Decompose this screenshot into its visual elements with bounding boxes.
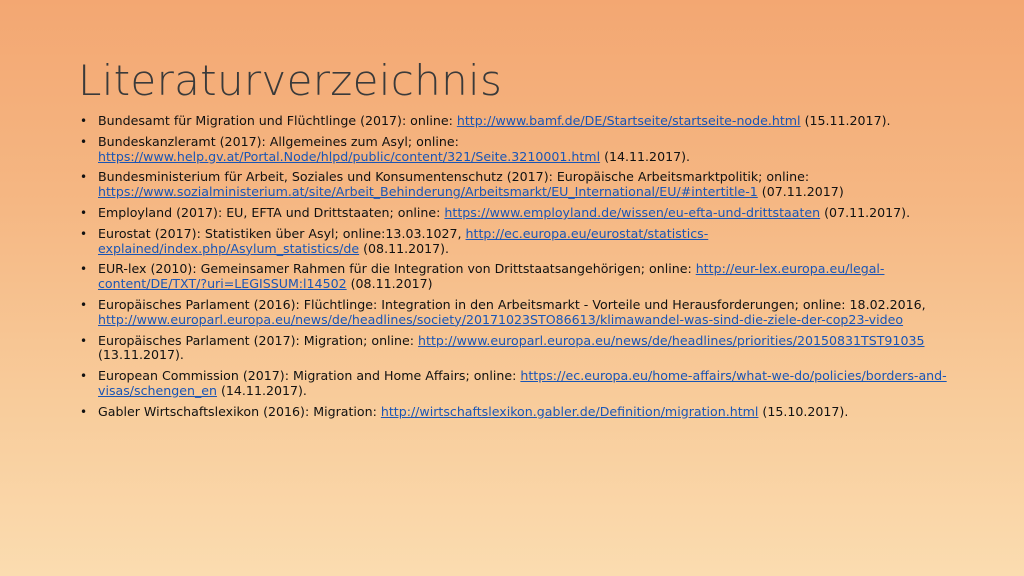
reference-link[interactable]: http://www.bamf.de/DE/Startseite/startseite-node.html <box>456 113 801 128</box>
slide-title: Literaturverzeichnis <box>78 56 503 105</box>
reference-text: Employland (2017): EU, EFTA und Drittstaaten; online: <box>98 204 445 220</box>
reference-text: Europäisches Parlament (2016): Flüchtlinge: Integration in den Arbeitsmarkt - Vorteile und Herausforderungen; online: 18.02.2016, <box>98 296 926 312</box>
bullet-icon: • <box>80 297 88 312</box>
reference-date: (08.11.2017). <box>359 240 450 256</box>
reference-text: EUR-lex (2010): Gemeinsamer Rahmen für die Integration von Drittstaatsangehörigen; online: <box>98 261 696 277</box>
bullet-icon: • <box>80 262 88 277</box>
reference-date: (15.10.2017). <box>758 403 849 419</box>
reference-list <box>78 114 948 426</box>
reference-text: Bundesministerium für Arbeit, Soziales und Konsumentenschutz (2017): Europäische Arbeitsmarktpolitik; online: <box>98 169 810 185</box>
reference-item <box>78 334 948 364</box>
reference-item <box>78 206 948 221</box>
reference-text: Eurostat (2017): Statistiken über Asyl; online:13.03.1027, <box>98 225 466 241</box>
reference-link[interactable]: https://www.sozialministerium.at/site/Arbeit_Behinderung/Arbeitsmarkt/EU_International/EU/#intertitle-1 <box>98 184 758 200</box>
reference-text: European Commission (2017): Migration and Home Affairs; online: <box>98 368 521 384</box>
reference-link[interactable]: http://www.europarl.europa.eu/news/de/headlines/priorities/20150831TST91035 <box>418 332 925 348</box>
reference-text: Gabler Wirtschaftslexikon (2016): Migration: <box>98 403 381 419</box>
reference-item <box>78 369 948 399</box>
reference-text: Europäisches Parlament (2017): Migration; online: <box>98 332 419 348</box>
bullet-icon: • <box>80 404 88 419</box>
reference-date: (13.11.2017). <box>98 347 184 363</box>
reference-item <box>78 227 948 257</box>
reference-item <box>78 114 948 129</box>
reference-text: Bundesamt für Migration und Flüchtlinge (2017): online: <box>98 113 457 128</box>
bullet-icon: • <box>80 134 88 149</box>
reference-text: Bundeskanzleramt (2017): Allgemeines zum Asyl; online: <box>98 133 459 149</box>
reference-link[interactable]: http://www.europarl.europa.eu/news/de/headlines/society/20171023STO86613/klimawandel-was-sind-die-ziele-der-cop23-video <box>98 311 904 327</box>
bullet-icon: • <box>80 333 88 348</box>
reference-item <box>78 298 948 328</box>
reference-date: (14.11.2017). <box>216 382 307 398</box>
reference-item <box>78 170 948 200</box>
reference-item <box>78 405 948 420</box>
reference-date: (07.11.2017) <box>757 184 844 200</box>
reference-date: (07.11.2017). <box>820 204 911 220</box>
reference-link[interactable]: https://www.help.gv.at/Portal.Node/hlpd/public/content/321/Seite.3210001.html <box>98 148 601 164</box>
reference-date: (14.11.2017). <box>600 148 691 164</box>
bullet-icon: • <box>80 226 88 241</box>
reference-date: (15.11.2017). <box>800 113 891 128</box>
reference-link[interactable]: https://www.employland.de/wissen/eu-efta-und-drittstaaten <box>444 204 821 220</box>
bullet-icon: • <box>80 369 88 384</box>
bullet-icon: • <box>80 205 88 220</box>
reference-item <box>78 135 948 165</box>
bullet-icon: • <box>80 170 88 185</box>
bullet-icon: • <box>80 114 88 128</box>
reference-item <box>78 262 948 292</box>
reference-link[interactable]: http://wirtschaftslexikon.gabler.de/Definition/migration.html <box>380 403 759 419</box>
reference-link[interactable]: http://eur-lex.europa.eu/legal-content/DE/TXT/?uri=LEGISSUM:l14502 <box>98 261 885 292</box>
reference-date: (08.11.2017) <box>346 276 433 292</box>
reference-link[interactable]: http://ec.europa.eu/eurostat/statistics-explained/index.php/Asylum_statistics/de <box>98 225 709 256</box>
reference-link[interactable]: https://ec.europa.eu/home-affairs/what-we-do/policies/borders-and-visas/schengen_en <box>98 368 947 398</box>
